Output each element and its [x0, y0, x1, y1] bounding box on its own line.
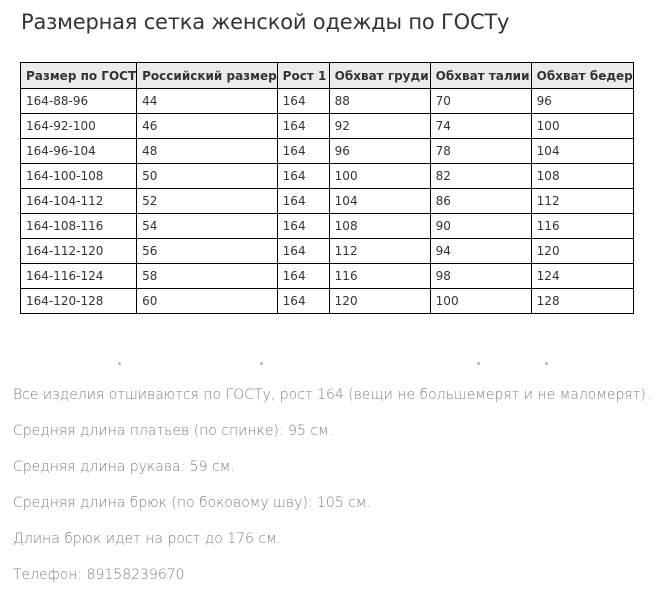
table-cell: 86: [430, 189, 531, 214]
table-cell: 164-96-104: [21, 139, 137, 164]
table-cell: 46: [137, 114, 278, 139]
table-cell: 112: [531, 189, 633, 214]
table-cell: 100: [430, 289, 531, 314]
table-cell: 164-108-116: [21, 214, 137, 239]
table-cell: 82: [430, 164, 531, 189]
table-row: [21, 139, 634, 164]
table-cell: 96: [531, 89, 633, 114]
table-cell: 164-100-108: [21, 164, 137, 189]
column-header-height: Рост 1: [277, 63, 329, 89]
table-cell: 74: [430, 114, 531, 139]
table-cell: 120: [329, 289, 430, 314]
note-dress-length: Средняя длина платьев (по спинке): 95 см.: [13, 423, 334, 439]
table-cell: 112: [329, 239, 430, 264]
table-cell: 88: [329, 89, 430, 114]
table-cell: 70: [430, 89, 531, 114]
table-cell: 52: [137, 189, 278, 214]
table-row: [21, 289, 634, 314]
table-row: [21, 239, 634, 264]
table-row: [21, 89, 634, 114]
table-row: [21, 114, 634, 139]
table-cell: 120: [531, 239, 633, 264]
text-remnant-dot: [260, 362, 263, 365]
table-cell: 78: [430, 139, 531, 164]
note-gost-info: Все изделия отшиваются по ГОСТу, рост 164 (вещи не большемерят и не маломерят).: [13, 387, 651, 403]
note-sleeve-length: Средняя длина рукава: 59 см.: [13, 459, 235, 475]
size-table: [20, 62, 634, 314]
table-cell: 108: [531, 164, 633, 189]
table-cell: 50: [137, 164, 278, 189]
column-header-hips: Обхват бедер: [531, 63, 633, 89]
table-cell: 96: [329, 139, 430, 164]
table-cell: 100: [531, 114, 633, 139]
clipped-text-remnants: [0, 362, 661, 370]
table-row: [21, 214, 634, 239]
table-cell: 164-92-100: [21, 114, 137, 139]
table-cell: 56: [137, 239, 278, 264]
table-cell: 164: [277, 139, 329, 164]
table-cell: 164: [277, 264, 329, 289]
note-trousers-length: Средняя длина брюк (по боковому шву): 105 см.: [13, 495, 371, 511]
text-remnant-dot: [477, 362, 480, 365]
table-cell: 116: [329, 264, 430, 289]
table-cell: 164: [277, 189, 329, 214]
note-trousers-height: Длина брюк идет на рост до 176 см.: [13, 531, 282, 547]
table-cell: 164: [277, 114, 329, 139]
table-cell: 164-112-120: [21, 239, 137, 264]
table-cell: 98: [430, 264, 531, 289]
table-cell: 164: [277, 214, 329, 239]
table-cell: 108: [329, 214, 430, 239]
text-remnant-dot: [545, 362, 548, 365]
table-cell: 164-88-96: [21, 89, 137, 114]
table-cell: 48: [137, 139, 278, 164]
page-title: Размерная сетка женской одежды по ГОСТу: [21, 10, 510, 34]
table-cell: 116: [531, 214, 633, 239]
table-cell: 164-104-112: [21, 189, 137, 214]
table-cell: 128: [531, 289, 633, 314]
table-cell: 44: [137, 89, 278, 114]
table-cell: 164: [277, 164, 329, 189]
note-phone: Телефон: 89158239670: [13, 567, 185, 583]
column-header-russian-size: Российский размер: [137, 63, 278, 89]
table-cell: 164: [277, 89, 329, 114]
table-cell: 164: [277, 239, 329, 264]
notes-section: [13, 386, 650, 602]
table-cell: 94: [430, 239, 531, 264]
table-cell: 60: [137, 289, 278, 314]
text-remnant-dot: [118, 362, 121, 365]
table-row: [21, 189, 634, 214]
table-cell: 58: [137, 264, 278, 289]
table-cell: 92: [329, 114, 430, 139]
table-cell: 54: [137, 214, 278, 239]
table-cell: 164-120-128: [21, 289, 137, 314]
table-cell: 124: [531, 264, 633, 289]
table-cell: 104: [329, 189, 430, 214]
table-cell: 90: [430, 214, 531, 239]
table-cell: 164-116-124: [21, 264, 137, 289]
column-header-waist: Обхват талии: [430, 63, 531, 89]
table-cell: 100: [329, 164, 430, 189]
column-header-bust: Обхват груди: [329, 63, 430, 89]
table-row: [21, 264, 634, 289]
table-cell: 104: [531, 139, 633, 164]
table-row: [21, 164, 634, 189]
table-cell: 164: [277, 289, 329, 314]
column-header-gost-size: Размер по ГОСТ: [21, 63, 137, 89]
table-header-row: [21, 63, 634, 89]
